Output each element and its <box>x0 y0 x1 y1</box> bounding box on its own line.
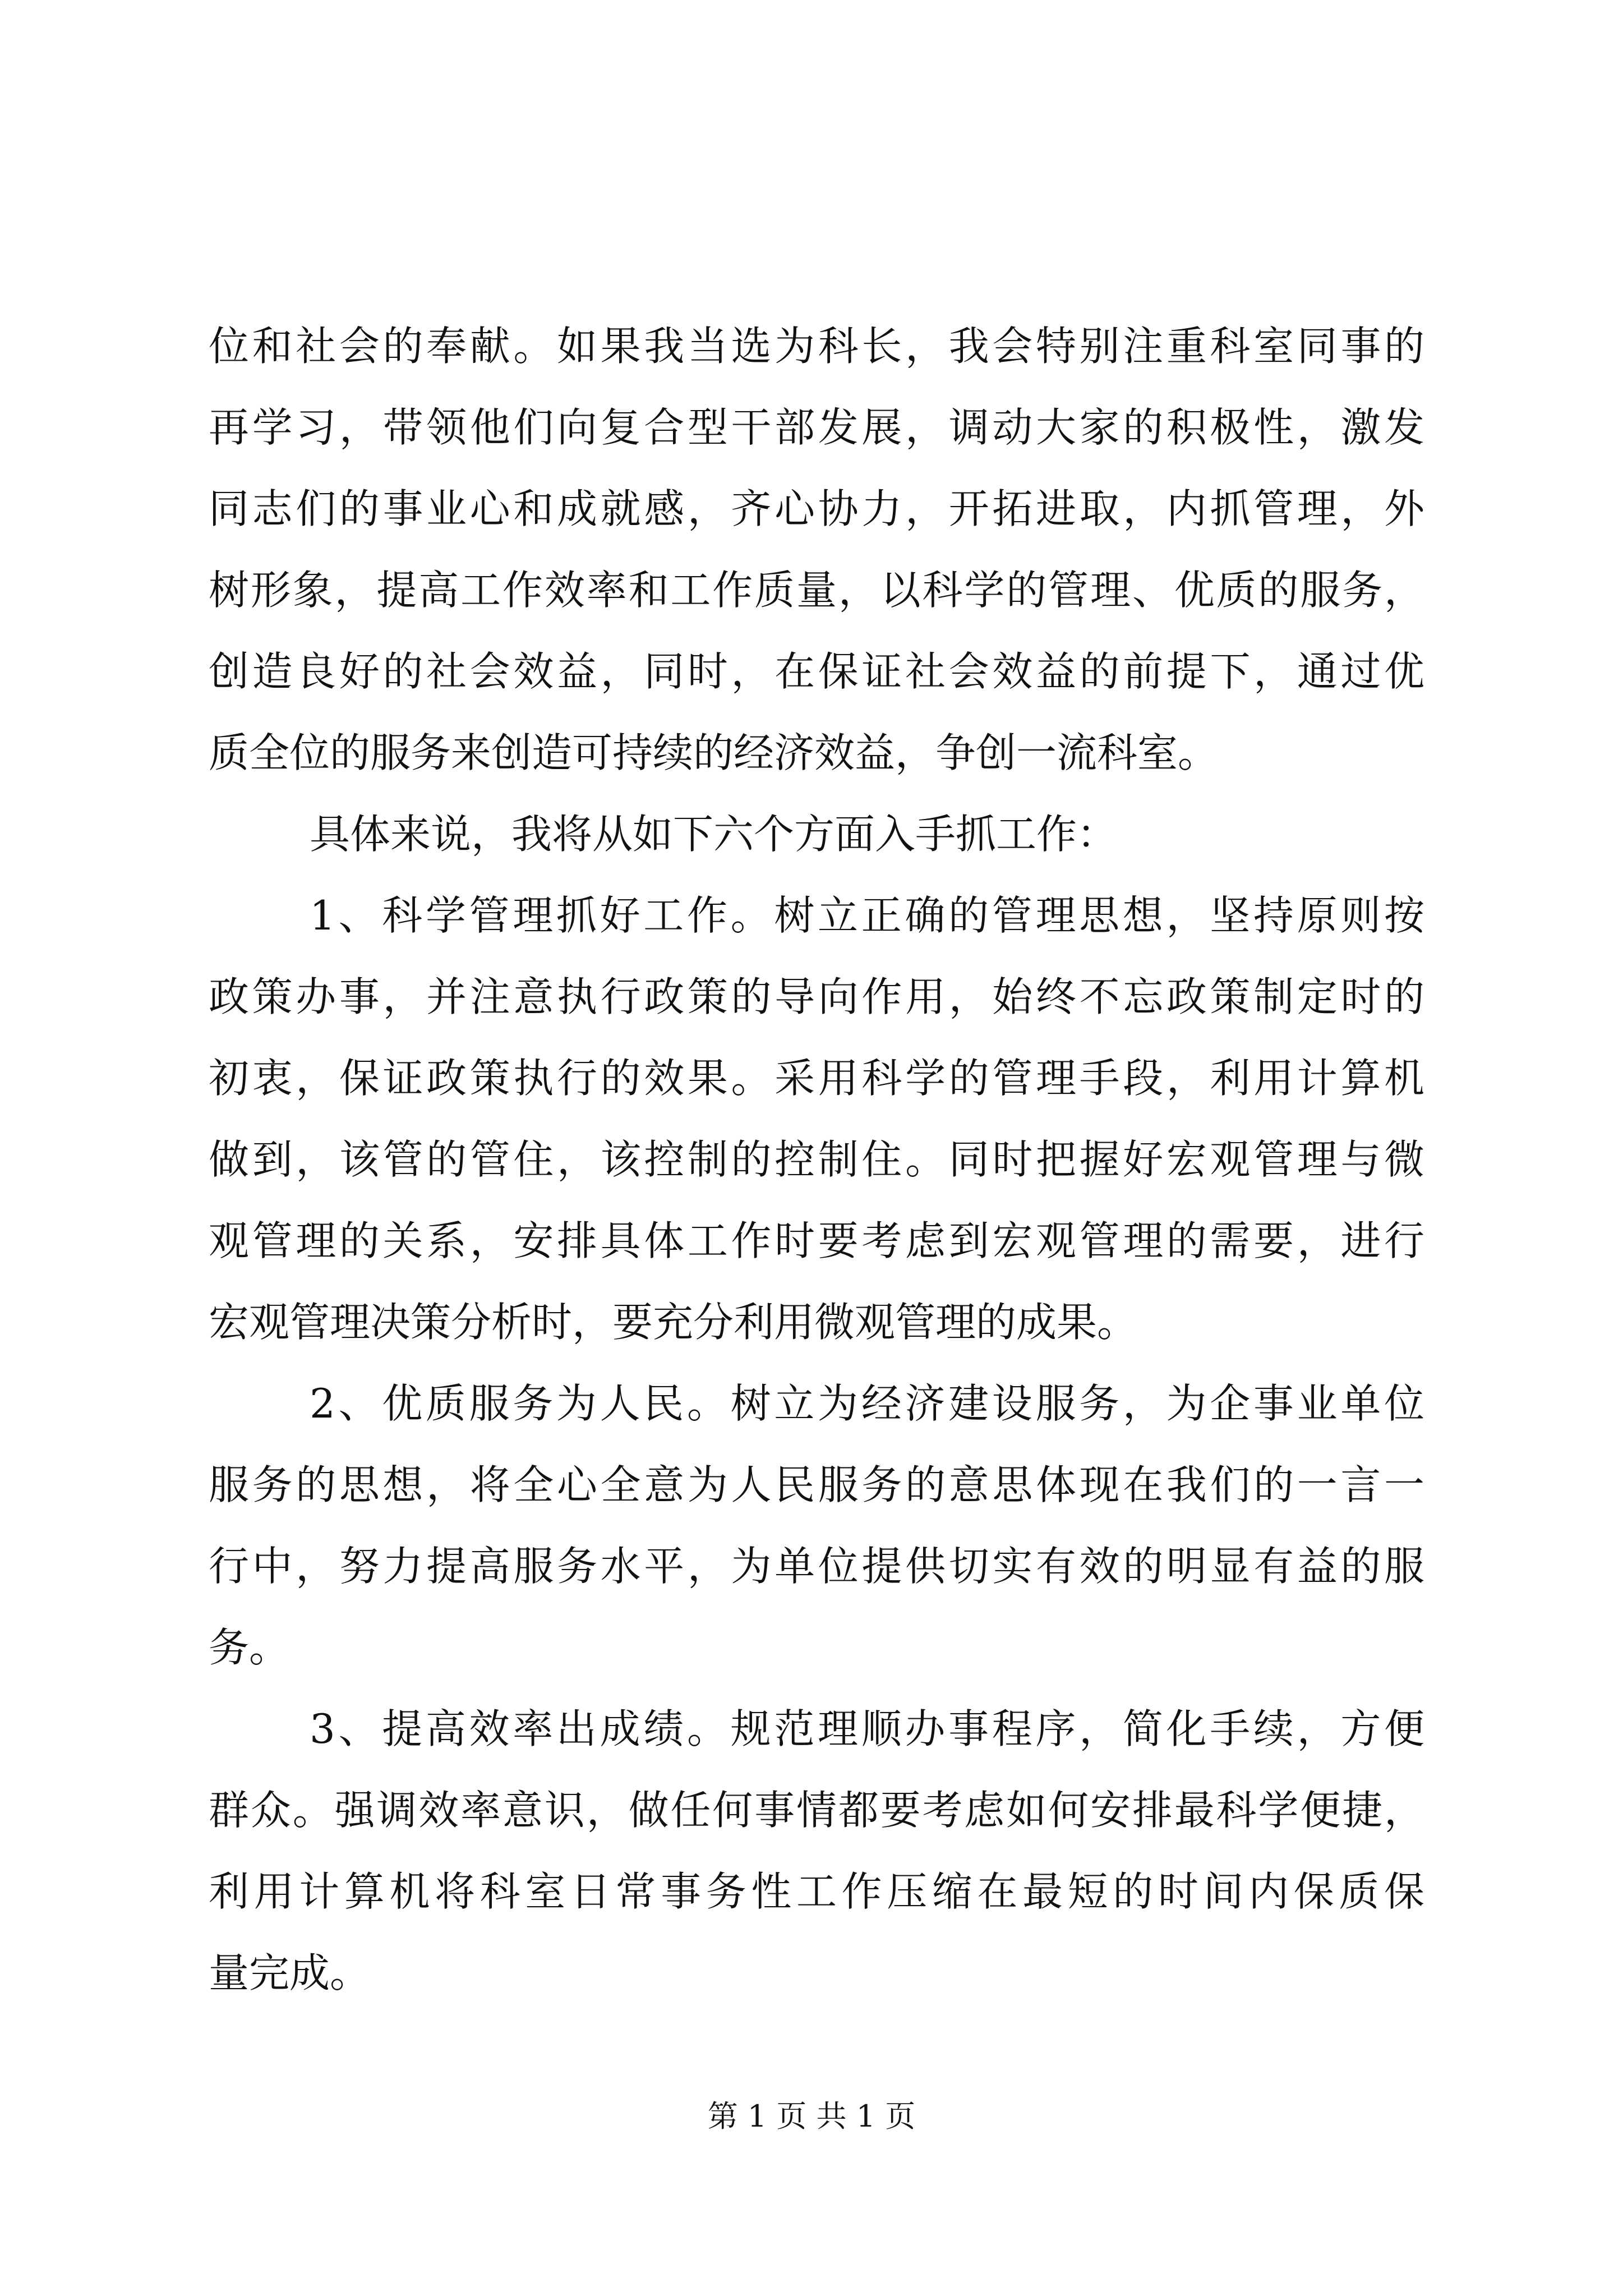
text-line: 具体来说，我将从如下六个方面入手抓工作： <box>310 811 1118 858</box>
text-line: 观管理的关系，安排具体工作时要考虑到宏观管理的需要，进行 <box>209 1217 1424 1264</box>
text-line: 政策办事，并注意执行政策的导向作用，始终不忘政策制定时的 <box>209 973 1424 1020</box>
text-line: 位和社会的奉献。如果我当选为科长，我会特别注重科室同事的 <box>209 323 1424 370</box>
text-line: 同志们的事业心和成就感，齐心协力，开拓进取，内抓管理，外 <box>209 485 1424 532</box>
text-line: 宏观管理决策分析时，要充分利用微观管理的成果。 <box>209 1299 1138 1346</box>
text-line: 量完成。 <box>209 1949 371 1996</box>
text-line: 初衷，保证政策执行的效果。采用科学的管理手段，利用计算机 <box>209 1055 1424 1102</box>
text-line: 质全位的服务来创造可持续的经济效益，争创一流科室。 <box>209 729 1219 776</box>
text-line: 1、科学管理抓好工作。树立正确的管理思想，坚持原则按 <box>310 892 1424 939</box>
text-line: 做到，该管的管住，该控制的控制住。同时把握好宏观管理与微 <box>209 1136 1424 1183</box>
text-line: 3、提高效率出成绩。规范理顺办事程序，简化手续，方便 <box>310 1705 1424 1752</box>
text-line: 创造良好的社会效益，同时，在保证社会效益的前提下，通过优 <box>209 648 1424 695</box>
page-footer: 第 1 页 共 1 页 <box>707 2099 916 2134</box>
text-line: 行中，努力提高服务水平，为单位提供切实有效的明显有益的服 <box>209 1543 1424 1590</box>
document-body <box>209 306 1424 2014</box>
text-line: 利用计算机将科室日常事务性工作压缩在最短的时间内保质保 <box>209 1868 1424 1915</box>
text-line: 2、优质服务为人民。树立为经济建设服务，为企事业单位 <box>310 1380 1424 1427</box>
text-line: 服务的思想，将全心全意为人民服务的意思体现在我们的一言一 <box>209 1461 1424 1508</box>
text-line: 务。 <box>209 1624 290 1671</box>
text-line: 群众。强调效率意识，做任何事情都要考虑如何安排最科学便捷， <box>209 1787 1424 1834</box>
text-line: 树形象，提高工作效率和工作质量，以科学的管理、优质的服务， <box>209 567 1424 614</box>
text-line: 再学习，带领他们向复合型干部发展，调动大家的积极性，激发 <box>209 404 1424 451</box>
